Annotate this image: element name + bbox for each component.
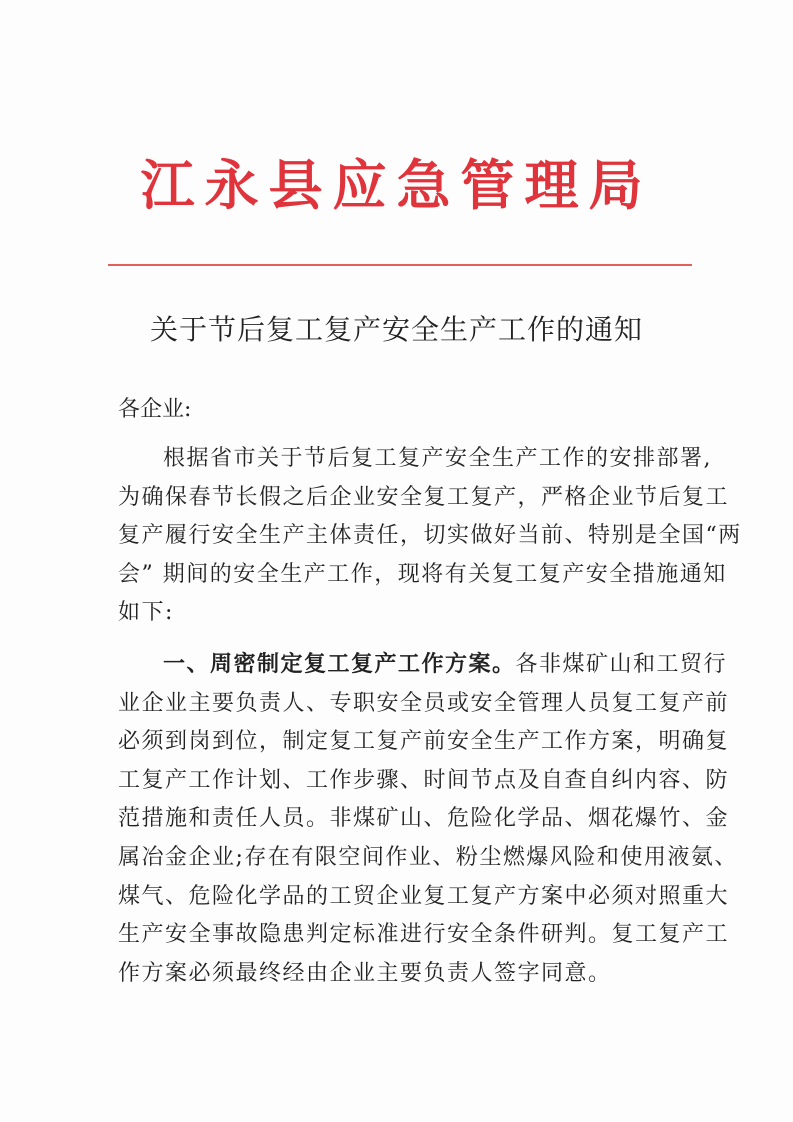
paragraph-line: 工复产工作计划、工作步骤、时间节点及自查自纠内容、防 (118, 767, 730, 793)
paragraph-line: 复产履行安全生产主体责任，切实做好当前、特别是全国“两 (118, 523, 742, 549)
paragraph-line: 业企业主要负责人、专职安全员或安全管理人员复工复产前 (118, 690, 730, 716)
paragraph-line: 如下: (118, 600, 174, 626)
paragraph-line: 属冶金企业;存在有限空间作业、粉尘燃爆风险和使用液氨、 (118, 844, 738, 870)
paragraph-section-1 (118, 645, 738, 993)
red-separator-line (108, 264, 692, 266)
paragraph-line: 作方案必须最终经由企业主要负责人签字同意。 (118, 960, 612, 986)
salutation: 各企业: (118, 397, 192, 422)
paragraph-intro (118, 440, 742, 633)
paragraph-line: 根据省市关于节后复工复产安全生产工作的安排部署, (163, 446, 712, 471)
paragraph-line: 煤气、危险化学品的工贸企业复工复产方案中必须对照重大 (118, 883, 730, 909)
section-heading: 一、周密制定复工复产工作方案。 (163, 651, 516, 677)
paragraph-line: 生产安全事故隐患判定标准进行安全条件研判。复工复产工 (118, 922, 730, 948)
paragraph-line: 必须到岗到位，制定复工复产前安全生产工作方案，明确复 (118, 729, 730, 755)
paragraph-line: 会” 期间的安全生产工作，现将有关复工复产安全措施通知 (118, 561, 727, 587)
section-first-line-text: 各非煤矿山和工贸行 (515, 652, 728, 677)
issuing-organization-header: 江永县应急管理局 (140, 153, 653, 217)
document-title: 关于节后复工复产安全生产工作的通知 (149, 313, 643, 346)
paragraph-line: 为确保春节长假之后企业安全复工复产，严格企业节后复工 (118, 484, 730, 510)
paragraph-line: 范措施和责任人员。非煤矿山、危险化学品、烟花爆竹、金 (118, 806, 730, 832)
section-first-line (118, 645, 728, 685)
